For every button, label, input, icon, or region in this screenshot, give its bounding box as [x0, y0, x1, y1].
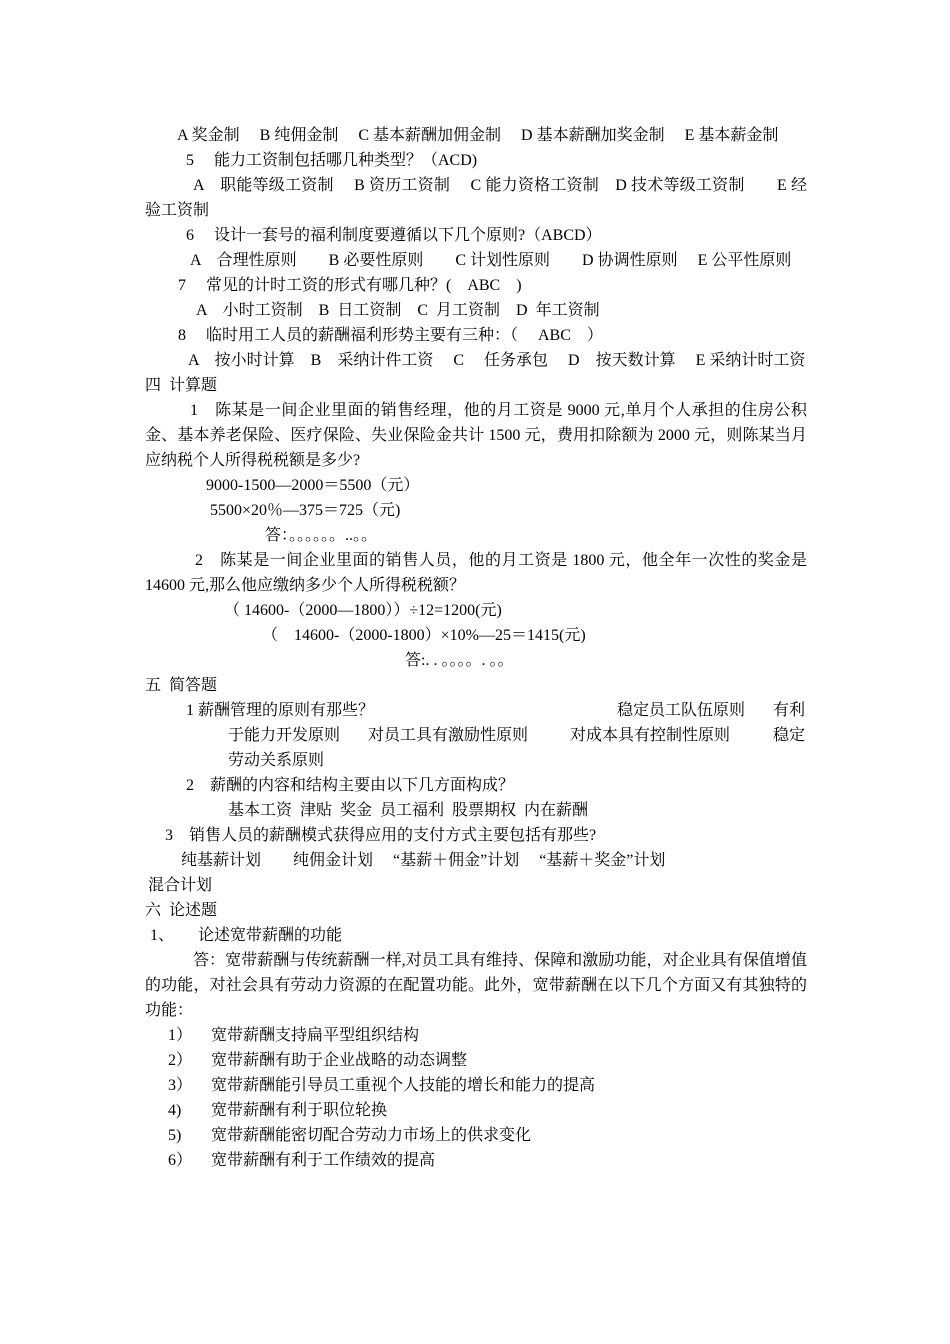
short1-answer-part2: 有利: [773, 702, 806, 719]
q6-options: A 合理性原则 B 必要性原则 C 计划性原则 D 协调性原则 E 公平性原则: [190, 252, 792, 269]
calc1-question: 1 陈某是一间企业里面的销售经理，他的月工资是 9000 元,单月个人承担的住房公积金、基本养老保险、医疗保险、失业保险金共计 1500 元，费用扣除额为 2000 元，则陈某当月应纳税个人所得税税额是多少?: [145, 402, 807, 469]
q8-options: A 按小时计算 B 采纳计件工资 C 任务承包 D 按天数计算 E 采纳计时工资: [188, 352, 806, 369]
short1-answer-part1: 稳定员工队伍原则: [617, 702, 746, 719]
q8-question: 8 临时用工人员的薪酬福利形势主要有三种：（ ABC ）: [178, 327, 603, 344]
short1-answer-line2-b: 对员工具有激励性原则: [368, 727, 529, 744]
essay1-point-text: 宽带薪酬有助于企业战略的动态调整: [211, 1052, 468, 1069]
calc1-step1: 9000-1500—2000＝5500（元）: [206, 477, 420, 494]
q7-question: 7 常见的计时工资的形式有哪几种？( ABC ): [178, 277, 522, 294]
short1-question: 1 薪酬管理的原则有那些？: [186, 702, 375, 719]
essay1-point-num: 3）: [168, 1077, 193, 1094]
essay1-point-text: 宽带薪酬能密切配合劳动力市场上的供求变化: [211, 1127, 532, 1144]
essay1-point-num: 5): [168, 1127, 182, 1144]
essay1-point-num: 4): [168, 1102, 182, 1119]
section-heading-short: 五 简答题: [145, 677, 218, 694]
q6-question: 6 设计一套号的福利制度要遵循以下几个原则?（ABCD）: [186, 227, 602, 244]
essay1-point-num: 1）: [168, 1027, 193, 1044]
essay1-point-text: 宽带薪酬能引导员工重视个人技能的增长和能力的提高: [211, 1077, 596, 1094]
essay1-answer: 答：宽带薪酬与传统薪酬一样,对员工具有维持、保障和激励功能，对企业具有保值增值的功能，对社会具有劳动力资源的在配置功能。此外，宽带薪酬在以下几个方面又有其独特的功能：: [145, 952, 807, 1019]
essay1-question: 1、 论述宽带薪酬的功能: [150, 927, 343, 944]
essay1-point-text: 宽带薪酬有利于职位轮换: [211, 1102, 388, 1119]
q5-options: A 职能等级工资制 B 资历工资制 C 能力资格工资制 D 技术等级工资制 E 经验工资制: [145, 177, 807, 219]
short2-answer: 基本工资 津贴 奖金 员工福利 股票期权 内在薪酬: [228, 802, 589, 819]
calc1-answer: 答：。。。。。。..。。: [265, 527, 378, 544]
short3-answer: 纯基薪计划 纯佣金计划 “基薪＋佣金”计划 “基薪＋奖金”计划: [181, 852, 666, 869]
short1-answer-line2-a: 于能力开发原则: [228, 727, 341, 744]
section-heading-calc: 四 计算题: [145, 377, 218, 394]
essay1-point-num: 2）: [168, 1052, 193, 1069]
section-heading-essay: 六 论述题: [145, 902, 218, 919]
short1-answer-line3: 劳动关系原则: [228, 752, 325, 769]
essay1-point-num: 6）: [168, 1152, 193, 1169]
q7-options: A 小时工资制 B 日工资制 C 月工资制 D 年工资制: [196, 302, 600, 319]
short2-question: 2 薪酬的内容和结构主要由以下几方面构成？: [186, 777, 515, 794]
calc2-step2: （ 14600-（2000-1800）×10%—25＝1415(元): [262, 627, 586, 644]
essay1-point-text: 宽带薪酬有利于工作绩效的提高: [211, 1152, 436, 1169]
calc1-step2: 5500×20％—375＝725（元): [210, 502, 401, 519]
essay1-point-text: 宽带薪酬支持扁平型组织结构: [211, 1027, 420, 1044]
short3-question: 3 销售人员的薪酬模式获得应用的支付方式主要包括有那些?: [165, 827, 597, 844]
calc2-question: 2 陈某是一间企业里面的销售人员，他的月工资是 1800 元，他全年一次性的奖金是 14600 元,那么他应缴纳多少个人所得税税额？: [145, 552, 807, 594]
short1-answer-line2-c: 对成本具有控制性原则: [570, 727, 731, 744]
q4-options: A 奖金制 B 纯佣金制 C 基本薪酬加佣金制 D 基本薪酬加奖金制 E 基本薪金制: [177, 127, 779, 144]
short1-answer-line2-d: 稳定: [773, 727, 806, 744]
q5-question: 5 能力工资制包括哪几种类型？（ACD): [186, 152, 478, 169]
calc2-step1: （ 14600-（2000—1800））÷12=1200(元): [224, 602, 502, 619]
short3-answer-line2: 混合计划: [148, 877, 213, 894]
calc2-answer: 答:. . 。。。。. 。。: [405, 652, 514, 669]
